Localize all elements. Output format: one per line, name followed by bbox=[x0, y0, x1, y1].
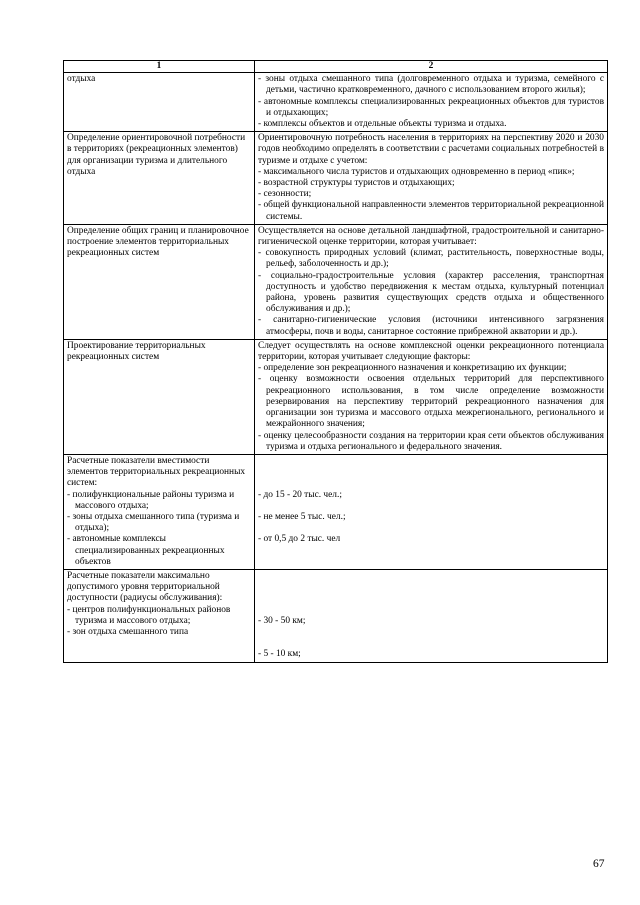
list-item: - совокупность природных условий (климат, растительность, поверхностные воды, рельеф, заболоченность и др.); bbox=[258, 248, 604, 270]
page-number: 67 bbox=[593, 858, 605, 870]
row-label: Расчетные показатели вместимости элементов территориальных рекреационных систем: bbox=[67, 455, 246, 489]
list-item: - возрастной структуры туристов и отдыхающих; bbox=[258, 178, 455, 189]
list-item: - автономные комплексы специализированных рекреационных объектов bbox=[67, 534, 225, 567]
row-content-cell bbox=[255, 339, 608, 454]
table-row bbox=[64, 454, 608, 569]
row-content-cell bbox=[255, 224, 608, 339]
list-item: - максимального числа туристов и отдыхающих одновременно в период «пик»; bbox=[258, 166, 575, 177]
row-label: Определение общих границ и планировочное построение элементов территориальных рекреационных систем bbox=[67, 225, 249, 259]
list-item: - общей функциональной направленности элементов территориальной рекреационной системы. bbox=[258, 200, 604, 222]
list-item: - центров полифункциональных районов туризма и массового отдыха; bbox=[67, 604, 231, 626]
value-item: - 30 - 50 км; bbox=[258, 615, 306, 626]
row-label: Проектирование территориальных рекреационных систем bbox=[67, 340, 206, 363]
table-row bbox=[64, 132, 608, 225]
list-item: - зоны отдыха смешанного типа (туризма и отдыха); bbox=[67, 511, 240, 534]
row-label: Расчетные показатели максимально допустимого уровня территориальной доступности (радиусы обслуживания): bbox=[67, 570, 223, 604]
table-row bbox=[64, 339, 608, 454]
value-item: - 5 - 10 км; bbox=[258, 649, 301, 660]
table-header-row bbox=[64, 61, 608, 73]
table-row bbox=[64, 224, 608, 339]
row-label-cell bbox=[64, 569, 255, 662]
column-header-2: 2 bbox=[255, 61, 608, 73]
table-row bbox=[64, 569, 608, 662]
row-content-cell bbox=[255, 454, 608, 569]
table-row bbox=[64, 73, 608, 132]
row-intro: Следует осуществлять на основе комплексной оценки рекреационного потенциала территории, которая учитывает следующие факторы: bbox=[258, 340, 604, 363]
list-item: - социально-градостроительные условия (характер расселения, транспортная доступность и удобство передвижения к местам отдыха, культурный потенциал района, уровень развития существующих средств отдыха и общественного обслуживания и др.); bbox=[258, 270, 604, 315]
list-item: - зон отдыха смешанного типа bbox=[67, 626, 189, 637]
row-content-cell bbox=[255, 132, 608, 225]
list-item: - определение зон рекреационного назначения и конкретизацию их функции; bbox=[258, 363, 567, 374]
value-item: - не менее 5 тыс. чел.; bbox=[258, 511, 346, 522]
row-label-cell bbox=[64, 73, 255, 132]
row-label: отдыха bbox=[67, 74, 96, 85]
list-item: - сезонности; bbox=[258, 189, 312, 200]
list-item: - полифункциональные районы туризма и массового отдыха; bbox=[67, 489, 235, 511]
row-label: Определение ориентировочной потребности в территориях (рекреационных элементов) для организации туризма и длительного отдыха bbox=[67, 133, 246, 177]
row-label-cell bbox=[64, 454, 255, 569]
list-item: - автономные комплексы специализированных рекреационных объектов для туристов и отдыхающих; bbox=[258, 96, 604, 118]
row-intro: Ориентировочную потребность населения в территориях на перспективу 2020 и 2030 годов необходимо определять в соответствии с расчетами социальных потребностей в туризме и отдыхе с учетом: bbox=[258, 133, 604, 166]
column-header-1: 1 bbox=[64, 61, 255, 73]
requirements-table bbox=[63, 60, 608, 663]
row-label-cell bbox=[64, 339, 255, 454]
row-label-cell bbox=[64, 132, 255, 225]
list-item: - оценку целесообразности создания на территории края сети объектов обслуживания туризма и отдыха регионального и федерального значения. bbox=[258, 430, 604, 452]
value-item: - до 15 - 20 тыс. чел.; bbox=[258, 489, 342, 500]
row-content-cell bbox=[255, 569, 608, 662]
row-content-cell bbox=[255, 73, 608, 132]
list-item: - зоны отдыха смешанного типа (долговременного отдыха и туризма, семейного с детьми, частично кратковременного, дачного с использованием второго жилья); bbox=[258, 74, 604, 96]
row-intro: Осуществляется на основе детальной ландшафтной, градостроительной и санитарно-гигиенической оценке территории, которая учитывает: bbox=[258, 225, 604, 248]
list-item: - оценку возможности освоения отдельных территорий для перспективного рекреационного использования, в том числе определение возможности резервирования на перспективу территорий рекреационного назначения для организации зон туризма и массового отдыха межрегионального, регионального и межрайонного значения; bbox=[258, 374, 604, 430]
value-item: - от 0,5 до 2 тыс. чел bbox=[258, 534, 341, 545]
list-item: - комплексы объектов и отдельные объекты туризма и отдыха. bbox=[258, 119, 507, 130]
row-label-cell bbox=[64, 224, 255, 339]
list-item: - санитарно-гигиенические условия (источники интенсивного загрязнения атмосферы, почв и воды, санитарное состояние прибрежной акватории и др.). bbox=[258, 315, 604, 337]
